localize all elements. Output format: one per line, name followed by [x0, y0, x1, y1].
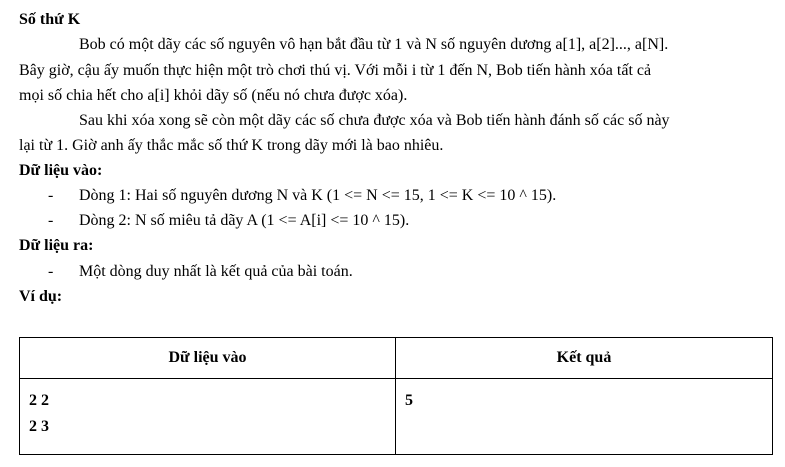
bullet-dash: -: [48, 263, 54, 280]
example-input-line-1: 2 2: [29, 392, 49, 409]
statement-line-5: lại từ 1. Giờ anh ấy thắc mắc số thứ K trong dãy mới là bao nhiêu.: [19, 137, 444, 154]
column-header-output: Kết quả: [396, 338, 773, 379]
input-heading: Dữ liệu vào:: [19, 162, 103, 179]
statement-line-2: Bây giờ, cậu ấy muốn thực hiện một trò chơi thú vị. Với mỗi i từ 1 đến N, Bob tiến hành xóa tất cả: [19, 62, 652, 79]
table-row: [20, 379, 773, 455]
input-item-2: Dòng 2: N số miêu tả dãy A (1 <= A[i] <= 10 ^ 15).: [79, 212, 410, 229]
problem-title: Số thứ K: [19, 11, 81, 28]
example-input-line-2: 2 3: [29, 418, 49, 435]
output-item-1: Một dòng duy nhất là kết quả của bài toán.: [79, 263, 353, 280]
bullet-dash: -: [48, 212, 54, 229]
statement-line-1: Bob có một dãy các số nguyên vô hạn bắt đầu từ 1 và N số nguyên dương a[1], a[2]..., a[N].: [79, 36, 669, 53]
column-header-input: Dữ liệu vào: [20, 338, 396, 379]
example-input-cell: [20, 379, 396, 455]
table-header-row: [20, 338, 773, 379]
example-table: [19, 337, 773, 455]
statement-line-3: mọi số chia hết cho a[i] khỏi dãy số (nếu nó chưa được xóa).: [19, 87, 408, 104]
statement-line-4: Sau khi xóa xong sẽ còn một dãy các số chưa được xóa và Bob tiến hành đánh số các số này: [79, 112, 670, 129]
input-item-1: Dòng 1: Hai số nguyên dương N và K (1 <= N <= 15, 1 <= K <= 10 ^ 15).: [79, 187, 557, 204]
bullet-dash: -: [48, 187, 54, 204]
example-output-cell: [396, 379, 773, 455]
example-output-line-1: 5: [405, 392, 413, 409]
output-heading: Dữ liệu ra:: [19, 237, 94, 254]
example-heading: Ví dụ:: [19, 288, 63, 305]
